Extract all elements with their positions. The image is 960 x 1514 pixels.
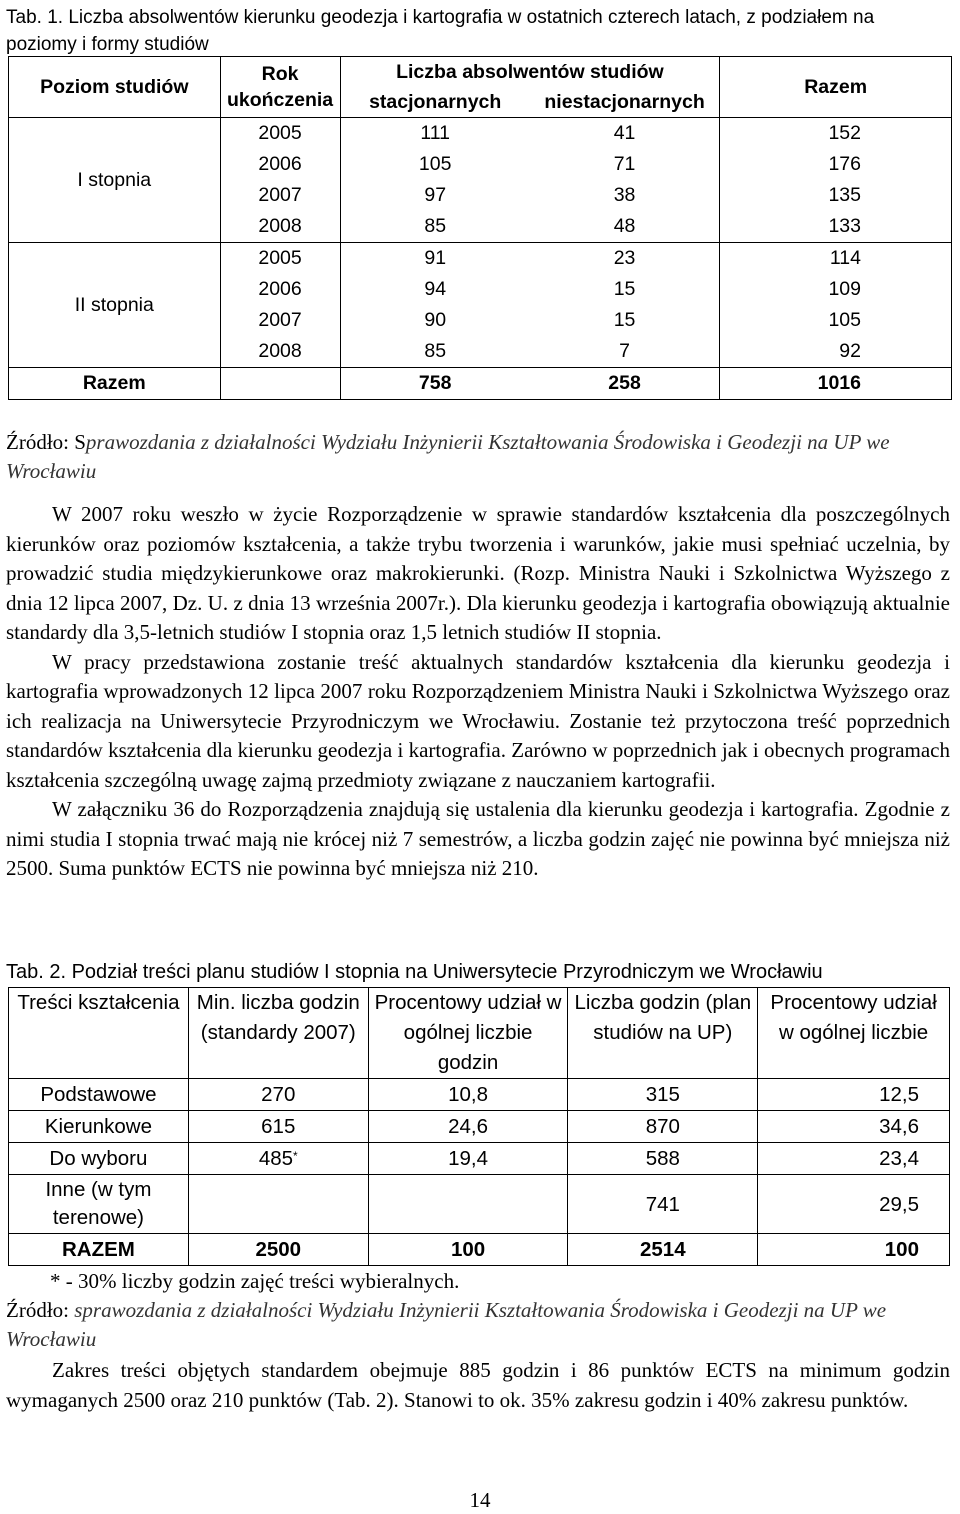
table-row — [9, 1079, 950, 1111]
total-cell: 152 — [720, 118, 952, 150]
fulltime-cell: 85 — [340, 336, 530, 368]
table-row — [9, 1111, 950, 1143]
parttime-cell: 71 — [530, 149, 720, 180]
total-pct-min: 100 — [368, 1234, 568, 1266]
content-name: Podstawowe — [9, 1079, 189, 1111]
table2-source — [6, 1296, 950, 1354]
fulltime-cell: 90 — [340, 305, 530, 336]
total-parttime: 258 — [530, 368, 720, 400]
total-cell: 109 — [720, 274, 952, 305]
plan-hours: 315 — [568, 1079, 758, 1111]
plan-hours: 741 — [568, 1175, 758, 1234]
header-min-hours: Min. liczba godzin (standardy 2007) — [188, 988, 368, 1079]
year-cell: 2007 — [220, 305, 340, 336]
table-row — [9, 1143, 950, 1175]
total-year-empty — [220, 368, 340, 400]
total-cell: 114 — [720, 243, 952, 275]
paragraph: W 2007 roku weszło w życie Rozporządzenie w sprawie standardów kształcenia dla poszczególnych kierunków oraz poziomów kształcenia, a także trybu tworzenia i warunków, jakie musi spełniać uczelnia, by prowadzić studia międzykierunkowe oraz makrokierunki. (Rozp. Ministra Nauki i Szkolnictwa Wyższego z dnia 12 lipca 2007, Dz. U. z dnia 13 września 2007r.). Dla kierunku geodezja i kartografia obowiązują aktualnie standardy dla 3,5-letnich studiów I stopnia oraz 1,5 letnich studiów II stopnia. — [6, 502, 950, 644]
year-cell: 2006 — [220, 149, 340, 180]
paragraph: W pracy przedstawiona zostanie treść aktualnych standardów kształcenia dla kierunku geodezja i kartografia wprowadzonych 12 lipca 2007 roku Rozporządzeniem Ministra Nauki i Szkolnictwa Wyższego oraz ich realizacja na Uniwersytecie Przyrodniczym we Wrocławiu. Zostanie też przytoczona treść poprzednich standardów kształcenia dla kierunku geodezja i kartografia. Zarówno w poprzednich jak i obecnych programach kształcenia szczególną uwagę zajmą przedmioty związane z nauczaniem kartografii. — [6, 649, 950, 792]
total-sum: 1016 — [720, 368, 952, 400]
table1-caption: Tab. 1. Liczba absolwentów kierunku geodezja i kartografia w ostatnich czterech latach, z podziałem na poziomy i formy studiów — [6, 7, 875, 55]
total-label: RAZEM — [9, 1234, 189, 1266]
total-cell: 133 — [720, 211, 952, 243]
parttime-cell: 15 — [530, 305, 720, 336]
min-hours — [188, 1175, 368, 1234]
header-total: Razem — [720, 57, 952, 118]
min-hours: 485 — [258, 1147, 294, 1170]
header-year: Rok ukończenia — [220, 57, 340, 118]
paragraph: Zakres treści objętych standardem obejmuje 885 godzin i 86 punktów ECTS na minimum godzin wymaganych 2500 oraz 210 punktów (Tab. 2). Stanowi to ok. 35% zakresu godzin i 40% zakresu punktów. — [6, 1358, 950, 1412]
year-cell: 2005 — [220, 243, 340, 275]
table1-source — [6, 428, 950, 486]
table-row — [9, 1175, 950, 1234]
table2-caption: Tab. 2. Podział treści planu studiów I stopnia na Uniwersytecie Przyrodniczym we Wrocławiu — [6, 961, 823, 983]
graduates-table — [8, 56, 952, 400]
page-number: 14 — [469, 1488, 491, 1512]
total-fulltime: 758 — [340, 368, 530, 400]
header-graduates: Liczba absolwentów studiów — [340, 57, 720, 88]
year-cell: 2007 — [220, 180, 340, 211]
source-label: Źródło: S — [6, 430, 86, 454]
fulltime-cell: 97 — [340, 180, 530, 211]
total-pct-plan: 100 — [758, 1234, 950, 1266]
total-cell: 135 — [720, 180, 952, 211]
min-hours-cell — [188, 1143, 368, 1175]
plan-hours: 870 — [568, 1111, 758, 1143]
header-plan-hours: Liczba godzin (plan studiów na UP) — [568, 988, 758, 1079]
parttime-cell: 7 — [530, 336, 720, 368]
pct-plan: 29,5 — [758, 1175, 950, 1234]
source-text: sprawozdania z działalności Wydziału Inżynierii Kształtowania Środowiska i Geodezji na UP we Wrocławiu — [6, 1298, 887, 1351]
parttime-cell: 38 — [530, 180, 720, 211]
min-hours: 270 — [188, 1079, 368, 1111]
header-pct-min: Procentowy udział w ogólnej liczbie godzin — [368, 988, 568, 1079]
parttime-cell: 23 — [530, 243, 720, 275]
header-content: Treści kształcenia — [9, 988, 189, 1079]
pct-plan: 34,6 — [758, 1111, 950, 1143]
pct-plan: 23,4 — [758, 1143, 950, 1175]
paragraph: W załączniku 36 do Rozporządzenia znajdują się ustalenia dla kierunku geodezja i kartografia. Zgodnie z nimi studia I stopnia trwać mają nie krócej niż 7 semestrów, a liczba godzin zajęć nie powinna być mniejsza niż 2500. Suma punktów ECTS nie powinna być mniejsza niż 210. — [6, 797, 950, 880]
level-cell: I stopnia — [9, 118, 221, 243]
table-total-row — [9, 368, 952, 400]
pct-plan: 12,5 — [758, 1079, 950, 1111]
table-total-row — [9, 1234, 950, 1266]
footnote-marker: * — [293, 1149, 298, 1163]
min-hours: 615 — [188, 1111, 368, 1143]
body-paragraphs — [6, 500, 950, 884]
content-name: Kierunkowe — [9, 1111, 189, 1143]
header-level: Poziom studiów — [9, 57, 221, 118]
year-cell: 2006 — [220, 274, 340, 305]
fulltime-cell: 85 — [340, 211, 530, 243]
total-min-hours: 2500 — [188, 1234, 368, 1266]
pct-min: 24,6 — [368, 1111, 568, 1143]
total-plan-hours: 2514 — [568, 1234, 758, 1266]
source-label: Źródło: — [6, 1298, 75, 1322]
total-label: Razem — [9, 368, 221, 400]
content-name: Do wyboru — [9, 1143, 189, 1175]
year-cell: 2005 — [220, 118, 340, 150]
plan-hours: 588 — [568, 1143, 758, 1175]
pct-min — [368, 1175, 568, 1234]
total-cell: 92 — [720, 336, 952, 368]
content-name: Inne (w tym terenowe) — [9, 1175, 189, 1234]
table2-footnote: * - 30% liczby godzin zajęć treści wybieralnych. — [50, 1269, 460, 1293]
fulltime-cell: 94 — [340, 274, 530, 305]
curriculum-table — [8, 987, 950, 1266]
total-cell: 176 — [720, 149, 952, 180]
fulltime-cell: 105 — [340, 149, 530, 180]
table-row — [9, 243, 952, 275]
header-pct-plan: Procentowy udział w ogólnej liczbie — [758, 988, 950, 1079]
header-fulltime: stacjonarnych — [340, 87, 530, 118]
pct-min: 10,8 — [368, 1079, 568, 1111]
year-cell: 2008 — [220, 211, 340, 243]
fulltime-cell: 111 — [340, 118, 530, 150]
table-row — [9, 118, 952, 150]
level-cell: II stopnia — [9, 243, 221, 368]
year-cell: 2008 — [220, 336, 340, 368]
total-cell: 105 — [720, 305, 952, 336]
parttime-cell: 41 — [530, 118, 720, 150]
source-text: prawozdania z działalności Wydziału Inżynierii Kształtowania Środowiska i Geodezji na UP we Wrocławiu — [6, 430, 890, 483]
header-parttime: niestacjonarnych — [530, 87, 720, 118]
fulltime-cell: 91 — [340, 243, 530, 275]
pct-min: 19,4 — [368, 1143, 568, 1175]
parttime-cell: 48 — [530, 211, 720, 243]
parttime-cell: 15 — [530, 274, 720, 305]
closing-paragraph — [6, 1356, 950, 1415]
